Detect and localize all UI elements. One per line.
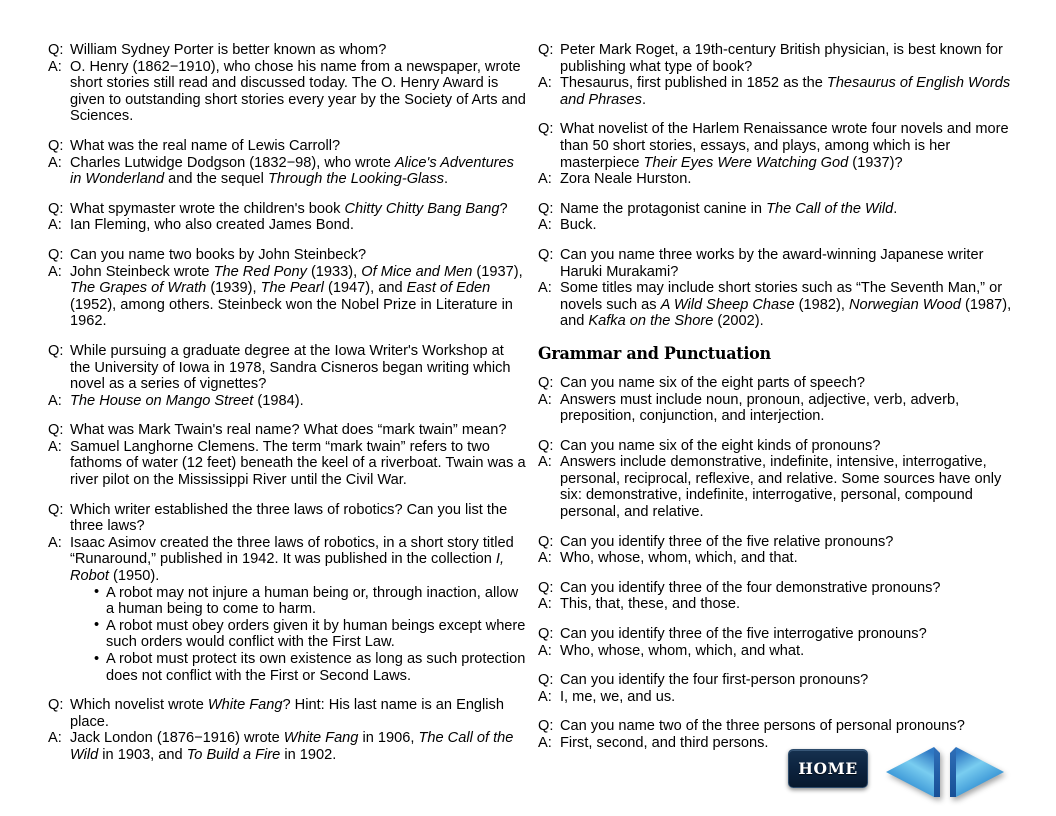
answer-label: A: [538, 454, 552, 471]
qa-block [48, 138, 528, 188]
question-text: While pursuing a graduate degree at the Iowa Writer's Workshop at the University of Iowa in 1978, Sandra Cisneros began writing which novel as a series of vignettes? [70, 342, 511, 393]
question-text: What was Mark Twain's real name? What does “mark twain” mean? [70, 422, 507, 439]
qa-block [48, 247, 528, 330]
qa-block [538, 580, 1018, 613]
question-text: Can you identify three of the five relative pronouns? [560, 533, 894, 550]
answer-text: Some titles may include short stories such as “The Seventh Man,” or novels such as A Wild Sheep Chase (1982), Norwegian Wood (1987), and Kafka on the Shore (2002). [560, 280, 1012, 330]
qa-block [538, 201, 1018, 234]
question-text: Can you identify three of the five interrogative pronouns? [560, 626, 927, 643]
question-text: Name the protagonist canine in The Call of the Wild. [560, 200, 898, 217]
answer-label: A: [48, 730, 62, 747]
answer-text: Buck. [560, 217, 597, 234]
question-text: What novelist of the Harlem Renaissance wrote four novels and more than 50 short stories, essays, and plays, among which is her masterpiece Their Eyes Were Watching God (1937)? [560, 121, 1009, 171]
question-text: Can you name three works by the award-winning Japanese writer Haruki Murakami? [560, 246, 984, 280]
answer-text: Thesaurus, first published in 1852 as the Thesaurus of English Words and Phrases. [560, 75, 1011, 108]
qa-block [48, 343, 528, 409]
answer-label: A: [48, 217, 62, 234]
qa-block [538, 247, 1018, 330]
answer-text: Answers must include noun, pronoun, adjective, verb, adverb, preposition, conjunction, and interjection. [560, 391, 960, 425]
question-label: Q: [538, 672, 554, 689]
question-text: Can you identify the four first-person pronouns? [560, 672, 869, 689]
question-label: Q: [538, 579, 554, 596]
footer-navigation [788, 745, 1028, 807]
question-text: Can you identify three of the four demonstrative pronouns? [560, 579, 941, 596]
question-text: Which novelist wrote White Fang? Hint: His last name is an English place. [70, 697, 504, 730]
question-label: Q: [538, 42, 554, 58]
answer-text: Jack London (1876−1916) wrote White Fang in 1906, The Call of the Wild in 1903, and To Build a Fire in 1902. [70, 730, 514, 763]
question-label: Q: [538, 121, 554, 138]
question-text: What was the real name of Lewis Carroll? [70, 137, 341, 154]
previous-page-button[interactable] [884, 745, 942, 799]
answer-text: Ian Fleming, who also created James Bond. [70, 217, 354, 234]
answer-label: A: [48, 534, 62, 551]
section-heading-grammar-and-punctuation: Grammar and Punctuation [538, 343, 771, 364]
answer-text: First, second, and third persons. [560, 735, 769, 751]
answer-text: Who, whose, whom, which, and that. [560, 550, 798, 567]
answer-text: Who, whose, whom, which, and what. [560, 642, 805, 659]
answer-text: This, that, these, and those. [560, 596, 741, 613]
right-triangle-arrow-icon [948, 745, 1006, 799]
question-label: Q: [48, 137, 64, 154]
qa-block [48, 502, 528, 685]
qa-block [48, 422, 528, 488]
question-label: Q: [538, 374, 554, 391]
qa-block [538, 121, 1018, 187]
answer-label: A: [538, 75, 552, 92]
answer-text: Charles Lutwidge Dodgson (1832−98), who wrote Alice's Adventures in Wonderland and the sequel Through the Looking-Glass. [70, 154, 514, 188]
answer-label: A: [538, 642, 552, 659]
question-text: Can you name six of the eight parts of speech? [560, 374, 866, 391]
question-label: Q: [538, 200, 554, 217]
question-label: Q: [538, 626, 554, 643]
list-item: • A robot must obey orders given it by human beings except where such orders would conflict with the First Law. [94, 618, 528, 651]
answer-label: A: [538, 550, 552, 567]
question-label: Q: [48, 697, 64, 714]
answer-text: The House on Mango Street (1984). [70, 392, 304, 409]
question-label: Q: [538, 437, 554, 454]
list-item: • A robot must protect its own existence as long as such protection does not conflict with the First or Second Laws. [94, 651, 528, 684]
question-label: Q: [538, 718, 554, 735]
question-label: Q: [48, 422, 64, 439]
qa-block [538, 672, 1018, 705]
question-text: William Sydney Porter is better known as whom? [70, 42, 387, 58]
left-column [48, 42, 528, 777]
qa-block [538, 42, 1018, 108]
question-label: Q: [538, 533, 554, 550]
question-text: Can you name two of the three persons of personal pronouns? [560, 718, 965, 735]
answer-label: A: [48, 392, 62, 409]
answer-label: A: [48, 263, 62, 280]
left-triangle-arrow-icon [884, 745, 942, 799]
answer-text: Isaac Asimov created the three laws of robotics, in a short story titled “Runaround,” published in 1942. It was published in the collection I, Robot (1950). [70, 534, 514, 585]
qa-block [48, 201, 528, 234]
home-button-label: HOME [798, 759, 858, 778]
question-label: Q: [538, 246, 554, 263]
question-text: Which writer established the three laws of robotics? Can you list the three laws? [70, 501, 508, 535]
question-label: Q: [48, 200, 64, 217]
answer-label: A: [538, 391, 552, 408]
question-label: Q: [48, 342, 64, 359]
answer-label: A: [538, 280, 552, 297]
qa-block [48, 697, 528, 763]
answer-label: A: [538, 735, 552, 751]
right-column [538, 42, 1018, 765]
qa-block [48, 42, 528, 125]
answer-label: A: [538, 596, 552, 613]
answer-label: A: [538, 688, 552, 705]
question-text: Can you name two books by John Steinbeck? [70, 246, 367, 263]
answer-label: A: [48, 154, 62, 171]
answer-label: A: [538, 171, 552, 188]
question-text: Can you name six of the eight kinds of pronouns? [560, 437, 881, 454]
answer-text: John Steinbeck wrote The Red Pony (1933), Of Mice and Men (1937), The Grapes of Wrath (1939), The Pearl (1947), and East of Eden (1952), among others. Steinbeck won the Nobel Prize in Literature in 1962. [70, 263, 523, 330]
question-label: Q: [48, 42, 64, 58]
home-button[interactable] [788, 749, 868, 788]
answer-text: O. Henry (1862−1910), who chose his name from a newspaper, wrote short stories still read and discussed today. The O. Henry Award is given to outstanding short stories every year by the Society of Arts and Sciences. [70, 58, 526, 125]
qa-block [538, 438, 1018, 521]
qa-block [538, 375, 1018, 425]
qa-block [538, 534, 1018, 567]
question-label: Q: [48, 501, 64, 518]
qa-block [538, 626, 1018, 659]
answer-label: A: [48, 438, 62, 455]
answer-bullet-list [48, 585, 528, 685]
question-text: What spymaster wrote the children's book Chitty Chitty Bang Bang? [70, 200, 508, 217]
answer-text: Zora Neale Hurston. [560, 171, 692, 188]
question-text: Peter Mark Roget, a 19th-century British physician, is best known for publishing what type of book? [560, 42, 1003, 75]
question-label: Q: [48, 246, 64, 263]
answer-label: A: [48, 58, 62, 75]
answer-text: I, me, we, and us. [560, 688, 676, 705]
answer-label: A: [538, 217, 552, 234]
next-page-button[interactable] [948, 745, 1006, 799]
answer-text: Answers include demonstrative, indefinite, intensive, interrogative, personal, reciprocal, reflexive, and relative. Some sources have only six: demonstrative, indefinite, interrogative, personal, compound personal, and relative. [560, 454, 1002, 521]
answer-text: Samuel Langhorne Clemens. The term “mark twain” refers to two fathoms of water (12 feet) beneath the keel of a riverboat. Twain was a river pilot on the Mississippi River until the Civil War. [70, 438, 526, 489]
list-item: • A robot may not injure a human being or, through inaction, allow a human being to come to harm. [94, 585, 528, 618]
